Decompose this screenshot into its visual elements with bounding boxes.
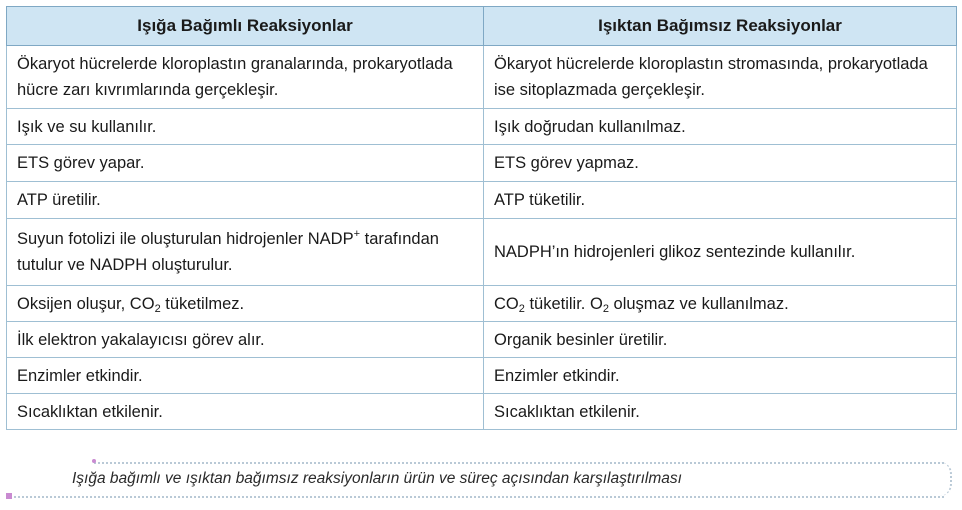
cell-left	[7, 286, 484, 322]
table-row	[7, 145, 957, 182]
subscript: 2	[602, 302, 609, 315]
cell-left: Enzimler etkindir.	[7, 358, 484, 394]
header-light-independent: Işıktan Bağımsız Reaksiyonlar	[484, 7, 957, 46]
caption-dotted-line-top	[94, 462, 944, 464]
text-part: Suyun fotolizi ile oluşturulan hidrojenler NADP	[17, 230, 354, 248]
cell-left	[7, 219, 484, 286]
table-row	[7, 286, 957, 322]
table-row	[7, 322, 957, 358]
cell-right: Sıcaklıktan etkilenir.	[484, 394, 957, 430]
subscript: 2	[154, 302, 161, 315]
cell-left: İlk elektron yakalayıcısı görev alır.	[7, 322, 484, 358]
cell-right: Işık doğrudan kullanılmaz.	[484, 109, 957, 145]
subscript: 2	[518, 302, 525, 315]
header-light-dependent: Işığa Bağımlı Reaksiyonlar	[7, 7, 484, 46]
caption-dotted-line-bottom	[6, 496, 944, 498]
cell-left: Işık ve su kullanılır.	[7, 109, 484, 145]
cell-right: ATP tüketilir.	[484, 182, 957, 219]
text-part: Oksijen oluşur, CO	[17, 294, 155, 313]
text-part: tarafından tutulur ve NADPH oluşturulur.	[17, 230, 439, 274]
caption-frame	[6, 462, 956, 502]
cell-left: ATP üretilir.	[7, 182, 484, 219]
cell-right: NADPH’ın hidrojenleri glikoz sentezinde kullanılır.	[484, 219, 957, 286]
cell-right	[484, 286, 957, 322]
comparison-table	[6, 6, 957, 430]
text-part: tüketilir. O	[524, 294, 603, 313]
text-part: oluşmaz ve kullanılmaz.	[608, 294, 789, 313]
cell-right: Enzimler etkindir.	[484, 358, 957, 394]
text-part: tüketilmez.	[160, 294, 245, 313]
caption-dot-left	[6, 493, 12, 499]
table-row	[7, 394, 957, 430]
table-row	[7, 219, 957, 286]
table-header-row	[7, 7, 957, 46]
caption-dot-top	[92, 459, 96, 463]
text-part: CO	[494, 294, 519, 313]
caption-dotted-curve	[936, 462, 952, 496]
cell-left: Ökaryot hücrelerde kloroplastın granalarında, prokaryotlada hücre zarı kıvrımlarında gerçekleşir.	[7, 46, 484, 109]
table-row	[7, 358, 957, 394]
figure-caption: Işığa bağımlı ve ışıktan bağımsız reaksiyonların ürün ve süreç açısından karşılaştırılması	[72, 470, 682, 487]
cell-right: Organik besinler üretilir.	[484, 322, 957, 358]
cell-right: Ökaryot hücrelerde kloroplastın stromasında, prokaryotlada ise sitoplazmada gerçekleşir.	[484, 46, 957, 109]
cell-left: ETS görev yapar.	[7, 145, 484, 182]
cell-left: Sıcaklıktan etkilenir.	[7, 394, 484, 430]
superscript: +	[353, 228, 361, 240]
table-row	[7, 182, 957, 219]
table-row	[7, 46, 957, 109]
table-row	[7, 109, 957, 145]
cell-right: ETS görev yapmaz.	[484, 145, 957, 182]
